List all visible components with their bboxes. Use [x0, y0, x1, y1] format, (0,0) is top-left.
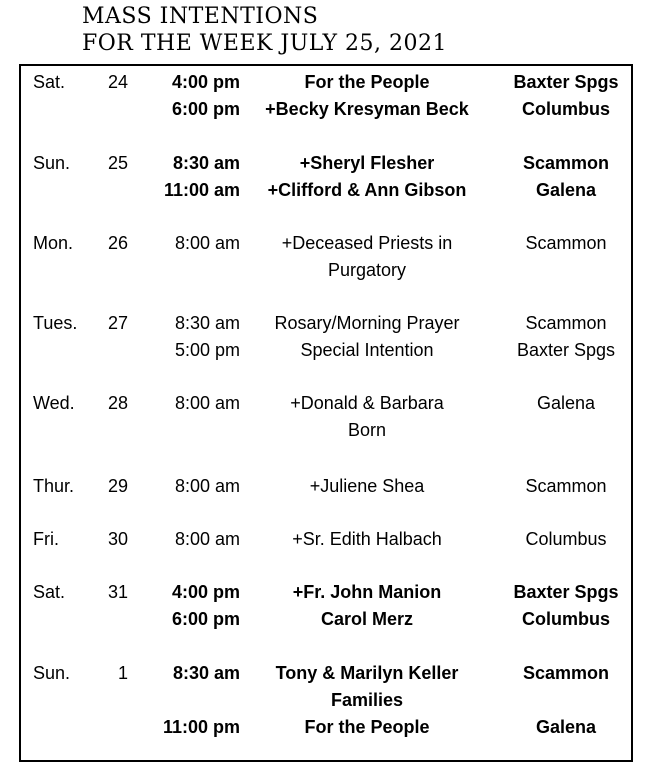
mass-location: Scammon: [525, 313, 607, 333]
mass-time: 6:00 pm: [171, 99, 240, 119]
date-number: 28: [107, 393, 128, 413]
day-label: Thur.: [33, 476, 75, 496]
mass-intention: +Deceased Priests in: [281, 233, 453, 253]
mass-time: 8:30 am: [172, 153, 240, 173]
day-label: Mon.: [33, 233, 74, 253]
mass-time: 8:00 am: [174, 393, 240, 413]
mass-location: Columbus: [525, 529, 607, 549]
date-number: 29: [107, 476, 128, 496]
mass-time: 8:30 am: [172, 663, 240, 683]
mass-intention: For the People: [304, 72, 430, 92]
mass-intention: Rosary/Morning Prayer: [274, 313, 460, 333]
mass-intention: +Sr. Edith Halbach: [292, 529, 442, 549]
mass-location: Scammon: [522, 153, 610, 173]
mass-intention-cont: Purgatory: [327, 260, 407, 280]
mass-location: Baxter Spgs: [513, 72, 619, 92]
mass-intention-cont: Families: [330, 690, 404, 710]
day-label: Wed.: [33, 393, 75, 413]
mass-location: Scammon: [522, 663, 610, 683]
date-number: 31: [107, 582, 128, 602]
mass-time: 8:00 am: [174, 476, 240, 496]
date-number: 27: [107, 313, 128, 333]
mass-intention-cont: Born: [347, 420, 387, 440]
mass-location: Baxter Spgs: [516, 340, 616, 360]
date-number: 1: [117, 663, 128, 683]
date-number: 26: [107, 233, 128, 253]
mass-location: Galena: [535, 180, 597, 200]
mass-intention: Carol Merz: [320, 609, 414, 629]
title-line-2: FOR THE WEEK JULY 25, 2021: [82, 31, 447, 56]
mass-time: 6:00 pm: [171, 609, 240, 629]
mass-intention: +Clifford & Ann Gibson: [267, 180, 467, 200]
mass-location: Galena: [536, 393, 596, 413]
mass-location: Baxter Spgs: [513, 582, 619, 602]
mass-intention: Tony & Marilyn Keller: [275, 663, 459, 683]
day-label: Tues.: [33, 313, 78, 333]
mass-intention: +Sheryl Flesher: [299, 153, 435, 173]
date-number: 30: [107, 529, 128, 549]
mass-intention: +Becky Kresyman Beck: [265, 99, 469, 119]
date-number: 24: [107, 72, 128, 92]
mass-time: 8:00 am: [174, 529, 240, 549]
mass-location: Columbus: [522, 99, 610, 119]
mass-location: Scammon: [525, 233, 607, 253]
mass-time: 11:00 pm: [162, 717, 240, 737]
day-label: Fri.: [33, 529, 59, 549]
mass-location: Scammon: [525, 476, 607, 496]
day-label: Sat.: [33, 582, 66, 602]
title-line-1: MASS INTENTIONS: [82, 4, 319, 29]
day-label: Sat.: [33, 72, 66, 92]
mass-location: Columbus: [522, 609, 610, 629]
mass-time: 8:00 am: [174, 233, 240, 253]
mass-time: 8:30 am: [174, 313, 240, 333]
date-number: 25: [107, 153, 128, 173]
mass-time: 4:00 pm: [171, 72, 240, 92]
mass-time: 11:00 am: [163, 180, 240, 200]
mass-intention: +Juliene Shea: [309, 476, 425, 496]
day-label: Sun.: [33, 153, 71, 173]
mass-location: Galena: [535, 717, 597, 737]
mass-intention: Special Intention: [300, 340, 434, 360]
day-label: Sun.: [33, 663, 71, 683]
mass-intention: +Fr. John Manion: [292, 582, 442, 602]
mass-time: 4:00 pm: [171, 582, 240, 602]
mass-intention: +Donald & Barbara: [290, 393, 444, 413]
mass-time: 5:00 pm: [174, 340, 240, 360]
mass-intention: For the People: [304, 717, 430, 737]
